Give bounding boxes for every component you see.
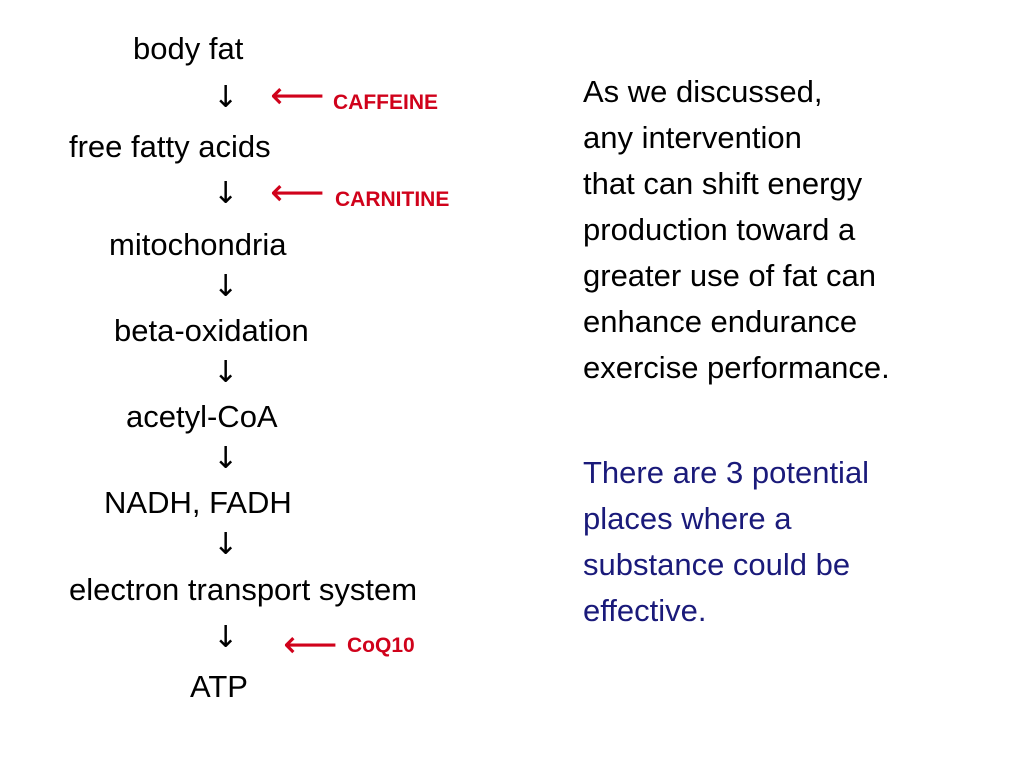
- step-beta-oxidation: beta-oxidation: [114, 313, 309, 348]
- text-line: any intervention: [583, 120, 802, 155]
- text-line: exercise performance.: [583, 350, 890, 385]
- text-line: production toward a: [583, 212, 856, 247]
- down-arrow-icon: ↓: [213, 620, 239, 655]
- left-arrow-icon: ⟵: [270, 73, 325, 117]
- down-arrow-icon: ↓: [213, 269, 239, 304]
- text-line: There are 3 potential: [583, 455, 870, 490]
- text-line: enhance endurance: [583, 304, 858, 339]
- text-line: effective.: [583, 593, 707, 628]
- step-acetyl-coa: acetyl-CoA: [126, 399, 278, 434]
- text-line: greater use of fat can: [583, 258, 876, 293]
- text-line: substance could be: [583, 547, 851, 582]
- down-arrow-icon: ↓: [213, 527, 239, 562]
- left-arrow-icon: ⟵: [283, 622, 338, 666]
- step-free-fatty-acids: free fatty acids: [69, 129, 271, 164]
- text-line: that can shift energy: [583, 166, 863, 201]
- step-electron-transport-system: electron transport system: [69, 572, 418, 607]
- supplement-coq10: CoQ10: [347, 634, 415, 657]
- supplement-carnitine: CARNITINE: [335, 188, 450, 211]
- down-arrow-icon: ↓: [213, 441, 239, 476]
- step-mitochondria: mitochondria: [109, 227, 287, 262]
- paragraph-intervention: [583, 69, 993, 391]
- down-arrow-icon: ↓: [213, 176, 239, 211]
- text-line: places where a: [583, 501, 792, 536]
- step-body-fat: body fat: [133, 31, 244, 66]
- text-line: As we discussed,: [583, 74, 823, 109]
- step-atp: ATP: [190, 669, 248, 704]
- paragraph-potential-places: [583, 450, 993, 634]
- left-arrow-icon: ⟵: [270, 170, 325, 214]
- down-arrow-icon: ↓: [213, 355, 239, 390]
- step-nadh-fadh: NADH, FADH: [104, 485, 292, 520]
- down-arrow-icon: ↓: [213, 80, 239, 115]
- supplement-caffeine: CAFFEINE: [333, 91, 438, 114]
